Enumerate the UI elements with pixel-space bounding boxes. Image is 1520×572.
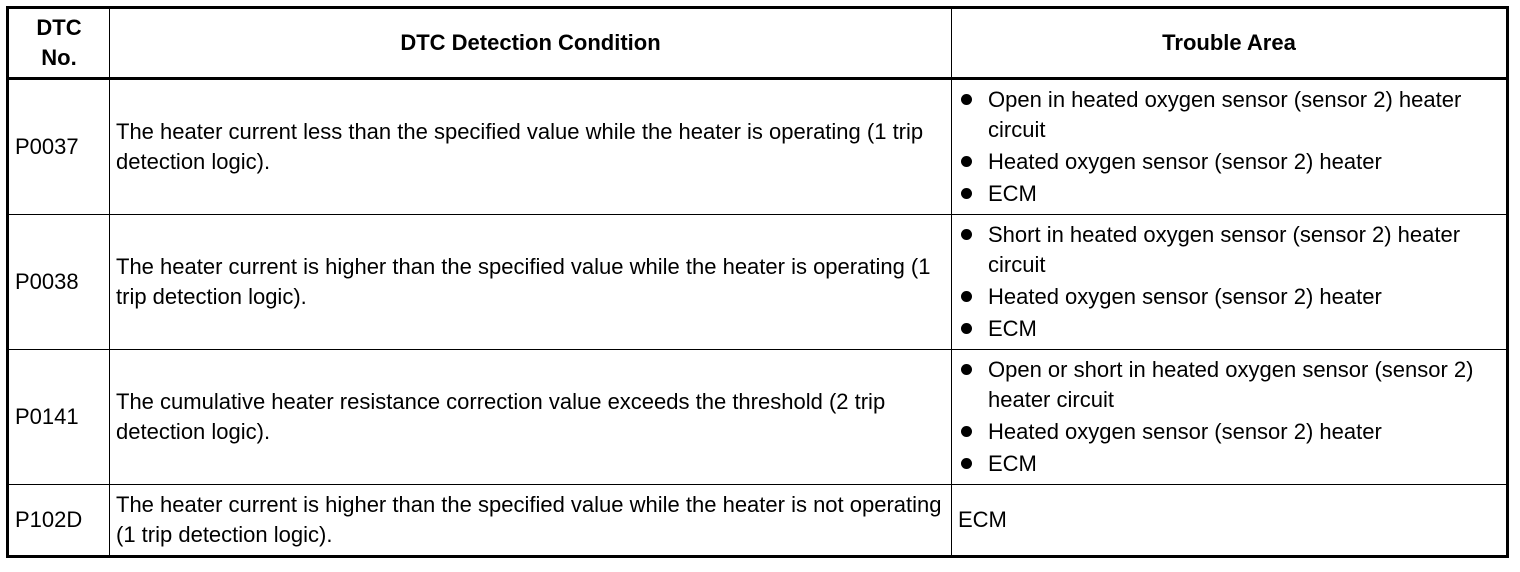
header-condition: DTC Detection Condition [110,8,952,79]
trouble-area-list [958,355,1500,479]
dtc-table-container [6,6,1509,558]
bullet-icon [961,426,972,437]
trouble-area-cell [952,215,1508,350]
table-row [8,485,1508,557]
bullet-icon [961,323,972,334]
bullet-icon [961,458,972,469]
trouble-area-list [958,220,1500,344]
dtc-code-cell: P0141 [8,350,110,485]
dtc-code-cell: P102D [8,485,110,557]
list-item [958,147,1500,177]
list-item-text: Open in heated oxygen sensor (sensor 2) heater circuit [988,87,1462,142]
list-item-text: ECM [988,316,1037,341]
list-item [958,282,1500,312]
table-row [8,350,1508,485]
table-row [8,215,1508,350]
list-item [958,220,1500,280]
list-item-text: ECM [988,181,1037,206]
table-row [8,79,1508,215]
bullet-icon [961,364,972,375]
condition-cell: The heater current less than the specified value while the heater is operating (1 trip detection logic). [110,79,952,215]
header-trouble-area: Trouble Area [952,8,1508,79]
bullet-icon [961,291,972,302]
list-item [958,417,1500,447]
bullet-icon [961,188,972,199]
trouble-area-cell: ECM [952,485,1508,557]
list-item [958,85,1500,145]
list-item [958,449,1500,479]
trouble-area-cell [952,79,1508,215]
dtc-table [6,6,1509,558]
list-item-text: Heated oxygen sensor (sensor 2) heater [988,284,1382,309]
list-item-text: Heated oxygen sensor (sensor 2) heater [988,419,1382,444]
trouble-area-list [958,85,1500,209]
bullet-icon [961,156,972,167]
list-item [958,179,1500,209]
list-item [958,314,1500,344]
dtc-code-cell: P0037 [8,79,110,215]
bullet-icon [961,94,972,105]
list-item-text: Open or short in heated oxygen sensor (sensor 2) heater circuit [988,357,1474,412]
trouble-area-cell [952,350,1508,485]
condition-cell: The heater current is higher than the specified value while the heater is not operating (1 trip detection logic). [110,485,952,557]
condition-cell: The cumulative heater resistance correction value exceeds the threshold (2 trip detection logic). [110,350,952,485]
table-header-row [8,8,1508,79]
header-dtc-no-label: DTC No. [36,15,82,70]
header-dtc-no [8,8,110,79]
list-item-text: Short in heated oxygen sensor (sensor 2) heater circuit [988,222,1461,277]
list-item-text: Heated oxygen sensor (sensor 2) heater [988,149,1382,174]
list-item-text: ECM [988,451,1037,476]
bullet-icon [961,229,972,240]
dtc-code-cell: P0038 [8,215,110,350]
condition-cell: The heater current is higher than the specified value while the heater is operating (1 trip detection logic). [110,215,952,350]
list-item [958,355,1500,415]
